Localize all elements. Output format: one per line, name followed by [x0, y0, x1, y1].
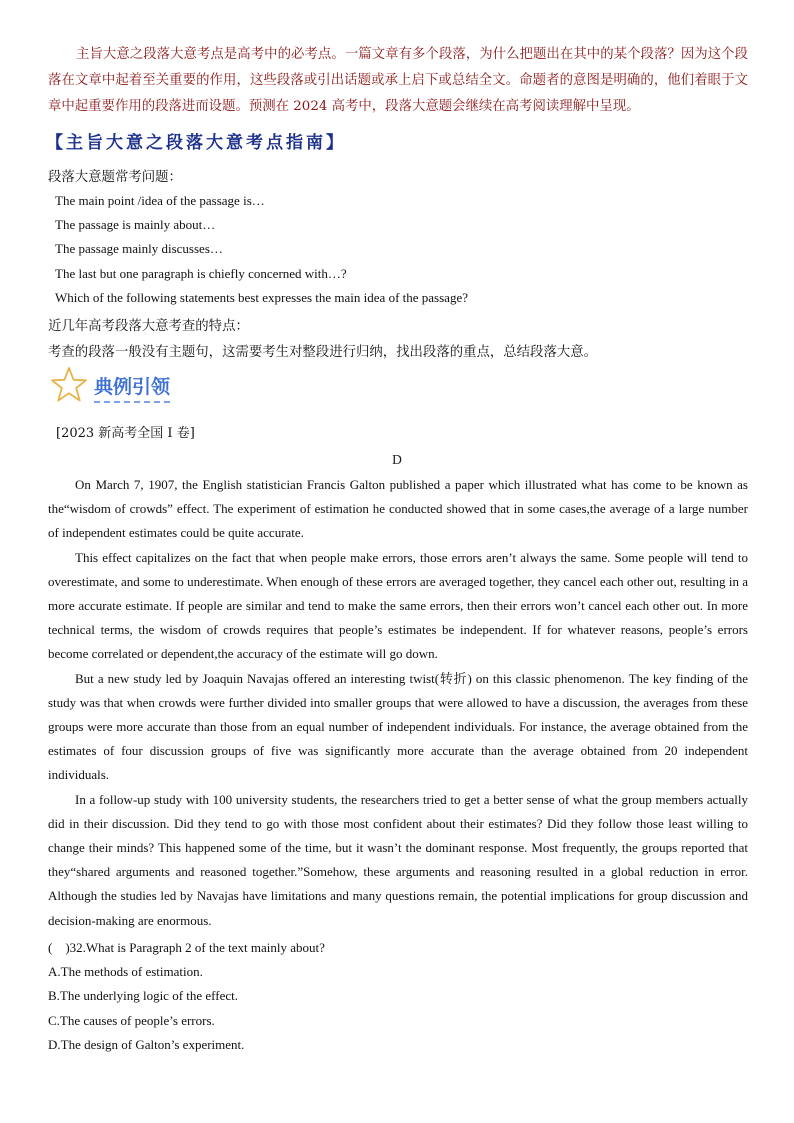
common-questions-list [55, 189, 468, 310]
common-questions-label: 段落大意题常考问题： [48, 170, 182, 185]
question-stem: ( )32.What is Paragraph 2 of the text mainly about? [48, 940, 325, 955]
passage-paragraph-1: On March 7, 1907, the English statistician Francis Galton published a paper which illustrated what has come to be known as the“wisdom of crowds” effect. The experiment of estimation he conducted showed that in some cases,the average of a large number of independent estimates could be quite accurate. [48, 477, 748, 541]
common-question: The passage mainly discusses… [55, 241, 223, 257]
option-c: C.The causes of people’s errors. [48, 1012, 215, 1028]
common-question: The passage is mainly about… [55, 217, 216, 233]
option-a: A.The methods of estimation. [48, 964, 203, 980]
guide-title: 【主旨大意之段落大意考点指南】 [46, 133, 346, 153]
example-label: 典例引领 [94, 372, 170, 403]
common-question: Which of the following statements best expresses the main idea of the passage? [55, 289, 468, 305]
question-block [48, 936, 325, 1057]
reading-passage [48, 473, 748, 933]
intro-paragraph: 主旨大意之段落大意考点是高考中的必考点。一篇文章有多个段落，为什么把题出在其中的某个段落？因为这个段落在文章中起着至关重要的作用，这些段落或引出话题或承上启下或总结全文。命题者的意图是明确的，他们着眼于文章中起重要作用的段落进而设题。预测在 2024 高考中，段落大意题会继续在高考阅读理解中呈现。 [48, 47, 748, 114]
passage-paragraph-3: But a new study led by Joaquin Navajas offered an interesting twist(转折) on this classic phenomenon. The key finding of the study was that when crowds were further divided into smaller groups that were allowed to have a discussion, the averages from these groups were more accurate than those from an equal number of independent individuals. For instance, the average obtained from the estimates of four discussion groups of five was significantly more accurate than the average obtained from 20 independent individuals. [48, 670, 748, 783]
option-b: B.The underlying logic of the effect. [48, 988, 239, 1004]
passage-paragraph-4: In a follow-up study with 100 university students, the researchers tried to get a better sense of what the group members actually did in their discussion. Did they tend to go with those most confident about their estimates? Did they follow those least willing to change their minds? This happened some of the time, but it wasn’t the dominant response. Most frequently, the groups reported that they“shared arguments and reasoned together.”Somehow, these arguments and reasoning resulted in a global reduction in error. Although the studies led by Navajas have limitations and many questions remain, the potential implications for group discussion and decision-making are enormous. [48, 791, 748, 928]
common-question: The main point /idea of the passage is… [55, 193, 265, 208]
example-header [50, 366, 250, 406]
source-citation: [2023 新高考全国 I 卷] [56, 426, 195, 441]
common-question: The last but one paragraph is chiefly concerned with…? [55, 265, 347, 281]
star-outline-icon [50, 366, 88, 404]
features-label: 近几年高考段落大意考查的特点： [48, 319, 249, 334]
passage-letter: D [392, 452, 402, 467]
passage-paragraph-2: This effect capitalizes on the fact that when people make errors, those errors aren’t always the same. Some people will tend to overestimate, and some to underestimate. When enough of these errors are averaged together, they cancel each other out, resulting in a more accurate estimate. If people are similar and tend to make the same errors, then their errors won’t cancel each other out. In more technical terms, the wisdom of crowds requires that people’s estimates be independent. If for whatever reasons, people’s errors become correlated or dependent,the accuracy of the estimate will go down. [48, 549, 748, 662]
features-text: 考查的段落一般没有主题句，这需要考生对整段进行归纳，找出段落的重点，总结段落大意。 [48, 345, 598, 360]
option-d: D.The design of Galton’s experiment. [48, 1036, 245, 1052]
